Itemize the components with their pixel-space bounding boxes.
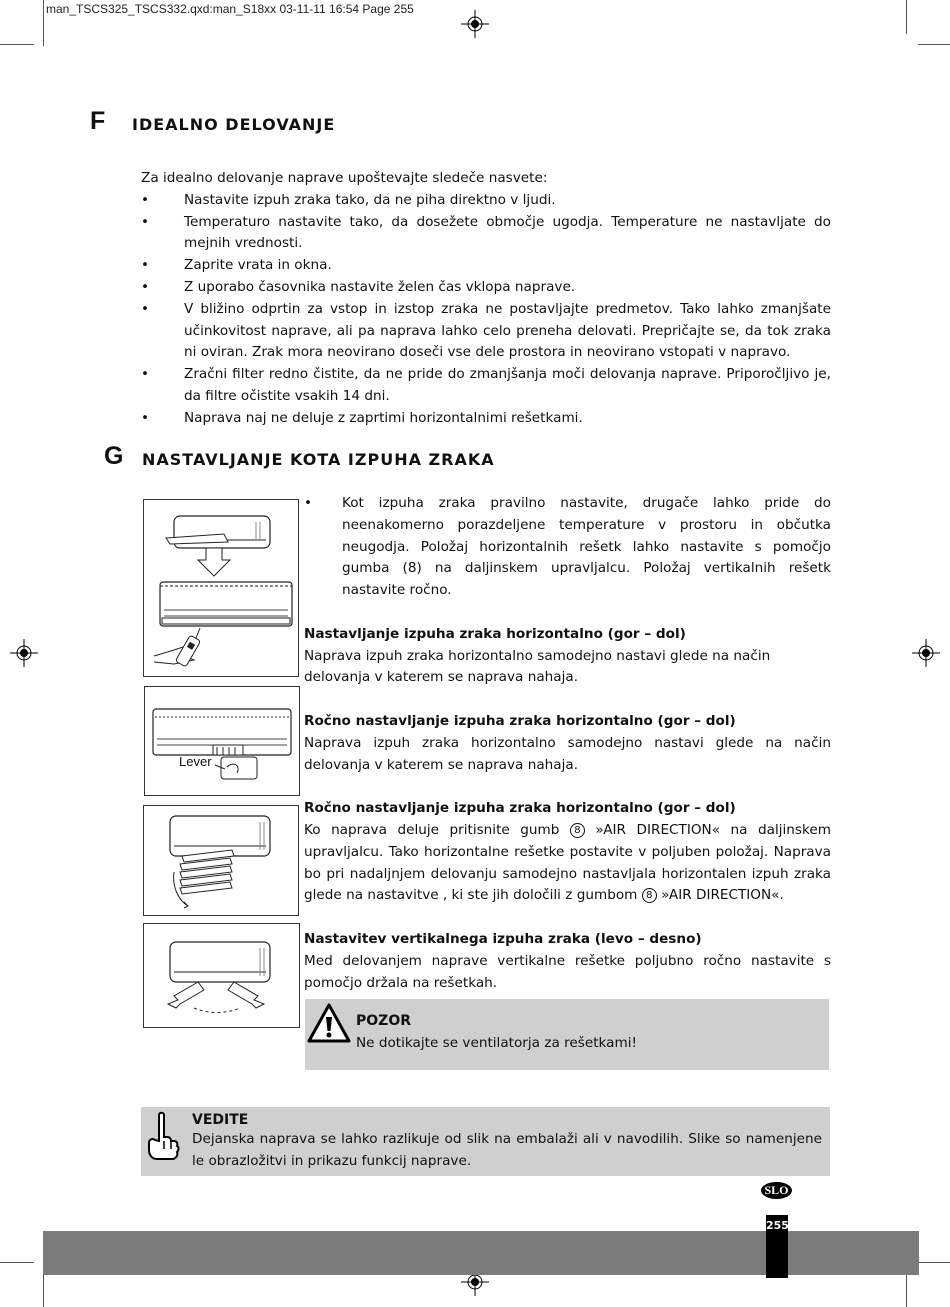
registration-mark-icon (461, 10, 489, 38)
warning-box (305, 999, 829, 1070)
registration-mark-icon (912, 639, 940, 667)
button-number-circle: 8 (570, 823, 585, 838)
crop-mark (906, 1275, 907, 1307)
pointing-hand-icon (145, 1111, 181, 1167)
section-g-body (304, 493, 831, 994)
section-g-letter: G (104, 442, 124, 470)
text-segment: »AIR DIRECTION« na daljinskem upravljalcu. Tako horizontalne rešetke postavite v poljuben položaj. Naprava bo pri nadaljnjem delovanju samodejno nastavljala horizontalen izpuh zraka glede na nastavitve , ki ste jih določili z gumbom (304, 821, 831, 904)
paragraph-manual-horizontal: Naprava izpuh zraka horizontalno samodejno nastavi glede na način delovanja v katerem se naprava nahaja. (304, 734, 831, 773)
crop-mark (0, 1262, 34, 1263)
figure-lever (144, 686, 300, 796)
list-item: • Nastavite izpuh zraka tako, da ne piha direktno v ljudi. (141, 190, 831, 212)
list-item: • Naprava naj ne deluje z zaprtimi horizontalnimi rešetkami. (141, 408, 831, 430)
print-slug: man_TSCS325_TSCS332.qxd:man_S18xx 03-11-11 16:54 Page 255 (46, 2, 414, 16)
paragraph-auto-horizontal: Naprava izpuh zraka horizontalno samodejno nastavi glede na način delovanja v katerem se naprava nahaja. (304, 647, 771, 686)
warning-title: POZOR (356, 1013, 411, 1029)
language-badge: SLO (761, 1182, 792, 1199)
section-f-body (141, 168, 831, 430)
page-number: 255 (766, 1215, 788, 1278)
figure-horizontal-louvers (143, 805, 299, 916)
paragraph-vertical: Med delovanjem naprave vertikalne rešetke poljubno ročno nastavite s pomočjo držala na rešetkah. (304, 952, 831, 991)
paragraph-air-direction (304, 820, 831, 907)
crop-mark (906, 0, 907, 34)
warning-text: Ne dotikajte se ventilatorja za rešetkami! (356, 1035, 637, 1051)
crop-mark (0, 44, 34, 45)
list-item: • Zaprite vrata in okna. (141, 255, 831, 277)
button-number-circle: 8 (642, 888, 657, 903)
list-item: • Z uporabo časovnika nastavite želen čas vklopa naprave. (141, 277, 831, 299)
list-item: • Temperaturo nastavite tako, da dosežete območje ugodja. Temperature ne nastavljate do mejnih vrednosti. (141, 212, 831, 256)
subheading-air-direction: Ročno nastavljanje izpuha zraka horizontalno (gor – dol) (304, 800, 736, 817)
air-conditioner-lever-illustration (145, 687, 299, 795)
figure-auto-direction (143, 499, 299, 677)
registration-mark-icon (10, 639, 38, 667)
list-item: • V bližino odprtin za vstop in izstop zraka ne postavljajte predmetov. Tako lahko zmanjšate učinkovitost naprave, ali pa naprava lahko celo preneha delovati. Prepričajte se, da tok zraka ni oviran. Zrak mora neovirano doseči vse dele prostora in neovirano vstopati v napravo. (141, 299, 831, 364)
section-f-intro: Za idealno delovanje naprave upoštevajte sledeče nasvete: (141, 170, 548, 186)
text-segment: Ko naprava deluje pritisnite gumb (304, 821, 560, 838)
subheading-vertical: Nastavitev vertikalnega izpuha zraka (levo – desno) (304, 930, 702, 947)
subheading-auto-horizontal: Nastavljanje izpuha zraka horizontalno (gor – dol) (304, 625, 686, 642)
crop-mark (918, 44, 950, 45)
section-f-letter: F (90, 107, 106, 135)
air-conditioner-remote-illustration (144, 500, 298, 676)
lever-label: Lever (179, 754, 212, 769)
text-segment: »AIR DIRECTION«. (661, 887, 784, 904)
section-g-title: NASTAVLJANJE KOTA IZPUHA ZRAKA (142, 450, 495, 469)
list-item: • Zračni filter redno čistite, da ne pride do zmanjšanja moči delovanja naprave. Priporočljivo je, da filtre očistite vsakih 14 dni. (141, 364, 831, 408)
horizontal-louver-illustration (144, 806, 298, 915)
crop-mark (43, 1275, 44, 1307)
note-title: VEDITE (192, 1112, 249, 1128)
note-text: Dejanska naprava se lahko razlikuje od slik na embalaži ali v navodilih. Slike so namenjene le obrazložitvi in prikazu funkcij naprave. (192, 1131, 822, 1169)
tips-list (141, 190, 831, 430)
warning-triangle-icon (307, 1003, 351, 1043)
subheading-manual-horizontal: Ročno nastavljanje izpuha zraka horizontalno (gor – dol) (304, 712, 736, 729)
figure-vertical-louvers (143, 923, 300, 1028)
section-g-bullet: • Kot izpuha zraka pravilno nastavite, drugače lahko pride do neenakomerno porazdeljene temperature v prostoru in občutka neugodja. Položaj horizontalnih rešetk lahko nastavite s pomočjo gumba (8) na daljinskem upravljalcu. Položaj vertikalnih rešetk nastavite ročno. (304, 493, 831, 602)
crop-mark (918, 1262, 950, 1263)
crop-mark (43, 0, 44, 46)
section-f-title: IDEALNO DELOVANJE (132, 115, 336, 134)
note-box (141, 1107, 830, 1176)
vertical-louver-illustration (144, 924, 299, 1027)
